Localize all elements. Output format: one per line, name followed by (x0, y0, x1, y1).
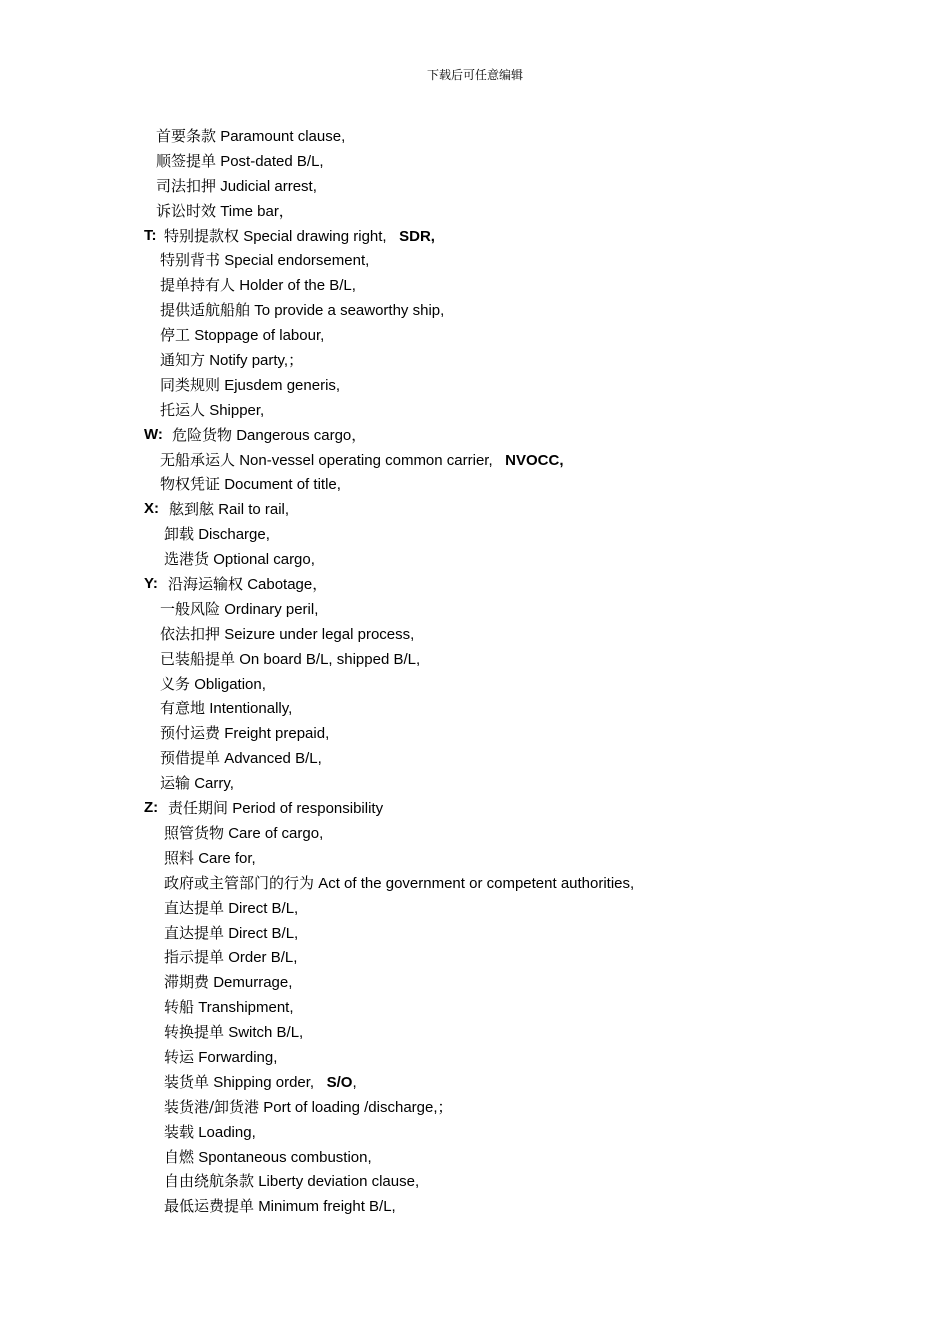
term-english: Carry, (194, 775, 234, 793)
term-abbreviation: SDR, (399, 227, 435, 245)
entry-text (164, 846, 256, 872)
entry-text (160, 273, 356, 299)
term-english: Act of the government or competent authorities, (318, 874, 635, 892)
term-english: Freight prepaid, (224, 725, 330, 743)
term-english: Post-dated B/L, (220, 152, 324, 170)
entry-text (156, 199, 294, 225)
entry-text (172, 423, 366, 449)
term-english: Optional cargo, (213, 551, 315, 569)
term-chinese: 转换提单 (164, 1023, 225, 1042)
section-letter: X: (144, 500, 159, 518)
entry-text (160, 298, 444, 324)
entry-text (160, 746, 322, 772)
term-chinese: 滞期费 (164, 973, 210, 992)
term-chinese: 舷到舷 (169, 500, 215, 519)
term-english: Demurrage, (213, 974, 293, 992)
term-english: Forwarding, (198, 1048, 278, 1066)
entry-text (160, 771, 234, 797)
glossary-entry (0, 796, 950, 821)
glossary-entry (0, 522, 950, 547)
term-english: Period of responsibility (232, 800, 384, 818)
term-chinese: 托运人 (160, 400, 206, 419)
entry-text (160, 672, 266, 698)
entry-text (160, 323, 324, 349)
entry-text (164, 522, 270, 548)
term-chinese: 沿海运输权 (168, 575, 244, 594)
glossary-entry (0, 896, 950, 921)
glossary-entry (0, 323, 950, 348)
term-english: Judicial arrest, (220, 177, 317, 195)
entry-text (164, 995, 294, 1021)
glossary-entry (0, 672, 950, 697)
term-english: Non-vessel operating common carrier, (239, 451, 493, 469)
entry-text (164, 224, 435, 250)
entry-text (164, 945, 297, 971)
entry-text (160, 647, 420, 673)
term-english: Loading, (198, 1123, 256, 1141)
term-chinese: 自由绕航条款 (164, 1172, 255, 1191)
term-chinese: 照管货物 (164, 823, 225, 842)
term-abbreviation: S/O (326, 1073, 353, 1091)
entry-text (164, 547, 315, 573)
term-chinese: 司法扣押 (156, 176, 217, 195)
entry-text (160, 472, 341, 498)
glossary-entry (0, 224, 950, 249)
term-english: Seizure under legal process, (224, 625, 415, 643)
glossary-entry (0, 1020, 950, 1045)
glossary-entry (0, 1145, 950, 1170)
entry-text (160, 721, 329, 747)
glossary-entry (0, 199, 950, 224)
glossary-list (0, 124, 950, 1219)
term-chinese: 特别背书 (160, 251, 221, 270)
glossary-entry (0, 721, 950, 746)
term-english: Advanced B/L, (224, 750, 322, 768)
glossary-entry (0, 398, 950, 423)
term-chinese: 运输 (160, 774, 191, 793)
term-english: Shipper, (209, 401, 265, 419)
glossary-entry (0, 746, 950, 771)
term-chinese: 特别提款权 (164, 226, 240, 245)
term-chinese: 最低运费提单 (164, 1197, 255, 1216)
term-english: Ejusdem generis, (224, 376, 341, 394)
term-english: Notify party,； (209, 352, 304, 370)
glossary-entry (0, 622, 950, 647)
term-chinese: 自燃 (164, 1147, 195, 1166)
term-chinese: 直达提单 (164, 898, 225, 917)
term-chinese: 义务 (160, 674, 191, 693)
term-chinese: 卸载 (164, 525, 195, 544)
term-chinese: 提单持有人 (160, 276, 236, 295)
entry-text (164, 1169, 419, 1195)
term-english: Dangerous cargo， (236, 426, 367, 444)
section-letter: T: (144, 226, 157, 244)
glossary-entry (0, 248, 950, 273)
term-chinese: 顺签提单 (156, 151, 217, 170)
term-chinese: 装货港/卸货港 (164, 1097, 260, 1116)
term-english: Minimum freight B/L, (258, 1198, 396, 1216)
term-chinese: 通知方 (160, 351, 206, 370)
entry-text (160, 348, 303, 374)
entry-text (164, 1194, 396, 1220)
glossary-entry (0, 821, 950, 846)
term-chinese: 提供适航船舶 (160, 301, 251, 320)
term-chinese: 危险货物 (172, 425, 233, 444)
term-chinese: 诉讼时效 (156, 201, 217, 220)
term-english: Special endorsement, (224, 252, 370, 270)
term-english: Intentionally, (209, 700, 293, 718)
glossary-entry (0, 871, 950, 896)
entry-text (160, 622, 414, 648)
section-letter: Y: (144, 575, 158, 593)
term-english: Obligation, (194, 675, 266, 693)
entry-text (156, 174, 317, 200)
entry-text (156, 149, 324, 175)
term-english: Order B/L, (228, 949, 298, 967)
glossary-entry (0, 970, 950, 995)
glossary-entry (0, 1194, 950, 1219)
glossary-entry (0, 348, 950, 373)
entry-text (164, 1145, 372, 1171)
glossary-entry (0, 647, 950, 672)
term-chinese: 指示提单 (164, 948, 225, 967)
entry-text (156, 124, 345, 150)
term-chinese: 转船 (164, 998, 195, 1017)
term-chinese: 照料 (164, 848, 195, 867)
term-chinese: 责任期间 (168, 799, 229, 818)
term-chinese: 装载 (164, 1122, 195, 1141)
glossary-entry (0, 472, 950, 497)
term-chinese: 停工 (160, 326, 191, 345)
term-chinese: 一般风险 (160, 599, 221, 618)
term-chinese: 政府或主管部门的行为 (164, 873, 315, 892)
glossary-entry (0, 846, 950, 871)
term-english: On board B/L, shipped B/L, (239, 650, 421, 668)
glossary-entry (0, 547, 950, 572)
term-chinese: 选港货 (164, 550, 210, 569)
entry-text (160, 597, 318, 623)
term-chinese: 预借提单 (160, 749, 221, 768)
entry-text (164, 1070, 357, 1096)
term-chinese: 首要条款 (156, 127, 217, 145)
entry-text (164, 871, 634, 897)
term-chinese: 依法扣押 (160, 624, 221, 643)
glossary-entry (0, 1169, 950, 1194)
term-english: Discharge, (198, 526, 270, 544)
term-english: Ordinary peril, (224, 600, 319, 618)
entry-text (169, 497, 289, 523)
term-chinese: 物权凭证 (160, 475, 221, 494)
term-english: Liberty deviation clause, (258, 1173, 420, 1191)
term-chinese: 直达提单 (164, 923, 225, 942)
term-chinese: 同类规则 (160, 375, 221, 394)
glossary-entry (0, 448, 950, 473)
glossary-entry (0, 696, 950, 721)
glossary-entry (0, 273, 950, 298)
term-chinese: 装货单 (164, 1072, 210, 1091)
term-english: Cabotage， (247, 576, 328, 594)
term-chinese: 有意地 (160, 699, 206, 718)
glossary-entry (0, 597, 950, 622)
glossary-entry (0, 298, 950, 323)
glossary-entry (0, 572, 950, 597)
entry-text (160, 448, 564, 474)
term-english: Care for, (198, 849, 256, 867)
term-chinese: 已装船提单 (160, 649, 236, 668)
glossary-entry (0, 423, 950, 448)
entry-text (160, 696, 292, 722)
term-english: Stoppage of labour, (194, 327, 325, 345)
entry-text (160, 398, 264, 424)
glossary-entry (0, 174, 950, 199)
term-english: Transhipment, (198, 999, 294, 1017)
entry-text (164, 1045, 277, 1071)
term-english: Time bar， (220, 202, 294, 220)
entry-text (168, 572, 327, 598)
term-english: Switch B/L, (228, 1024, 304, 1042)
glossary-entry (0, 1045, 950, 1070)
term-english: To provide a seaworthy ship, (254, 302, 445, 320)
glossary-entry (0, 1120, 950, 1145)
term-tail: , (352, 1073, 357, 1091)
glossary-entry (0, 995, 950, 1020)
term-english: Document of title, (224, 476, 341, 494)
glossary-entry (0, 149, 950, 174)
glossary-entry (0, 373, 950, 398)
entry-text (164, 1095, 453, 1121)
entry-text (164, 970, 292, 996)
term-english: Shipping order, (213, 1073, 315, 1091)
term-english: Direct B/L, (228, 924, 299, 942)
section-letter: Z: (144, 799, 159, 817)
glossary-entry (0, 945, 950, 970)
term-english: Special drawing right, (243, 227, 387, 245)
entry-text (168, 796, 383, 822)
term-english: Spontaneous combustion, (198, 1148, 372, 1166)
term-english: Direct B/L, (228, 899, 299, 917)
glossary-entry (0, 1070, 950, 1095)
entry-text (164, 1020, 303, 1046)
term-english: Paramount clause, (220, 128, 346, 145)
entry-text (164, 821, 323, 847)
glossary-entry (0, 1095, 950, 1120)
glossary-entry (0, 497, 950, 522)
glossary-entry (0, 771, 950, 796)
term-abbreviation: NVOCC, (505, 451, 564, 469)
page-header: 下载后可任意编辑 (426, 68, 523, 82)
glossary-entry (0, 124, 950, 149)
term-english: Holder of the B/L, (239, 277, 356, 295)
term-chinese: 转运 (164, 1047, 195, 1066)
term-english: Port of loading /discharge,； (263, 1098, 453, 1116)
section-letter: W: (144, 425, 163, 443)
entry-text (164, 921, 298, 947)
term-english: Care of cargo, (228, 824, 324, 842)
entry-text (164, 896, 298, 922)
entry-text (160, 248, 369, 274)
term-english: Rail to rail, (218, 501, 290, 519)
entry-text (164, 1120, 256, 1146)
term-chinese: 无船承运人 (160, 450, 236, 469)
glossary-entry (0, 921, 950, 946)
entry-text (160, 373, 340, 399)
term-chinese: 预付运费 (160, 724, 221, 743)
